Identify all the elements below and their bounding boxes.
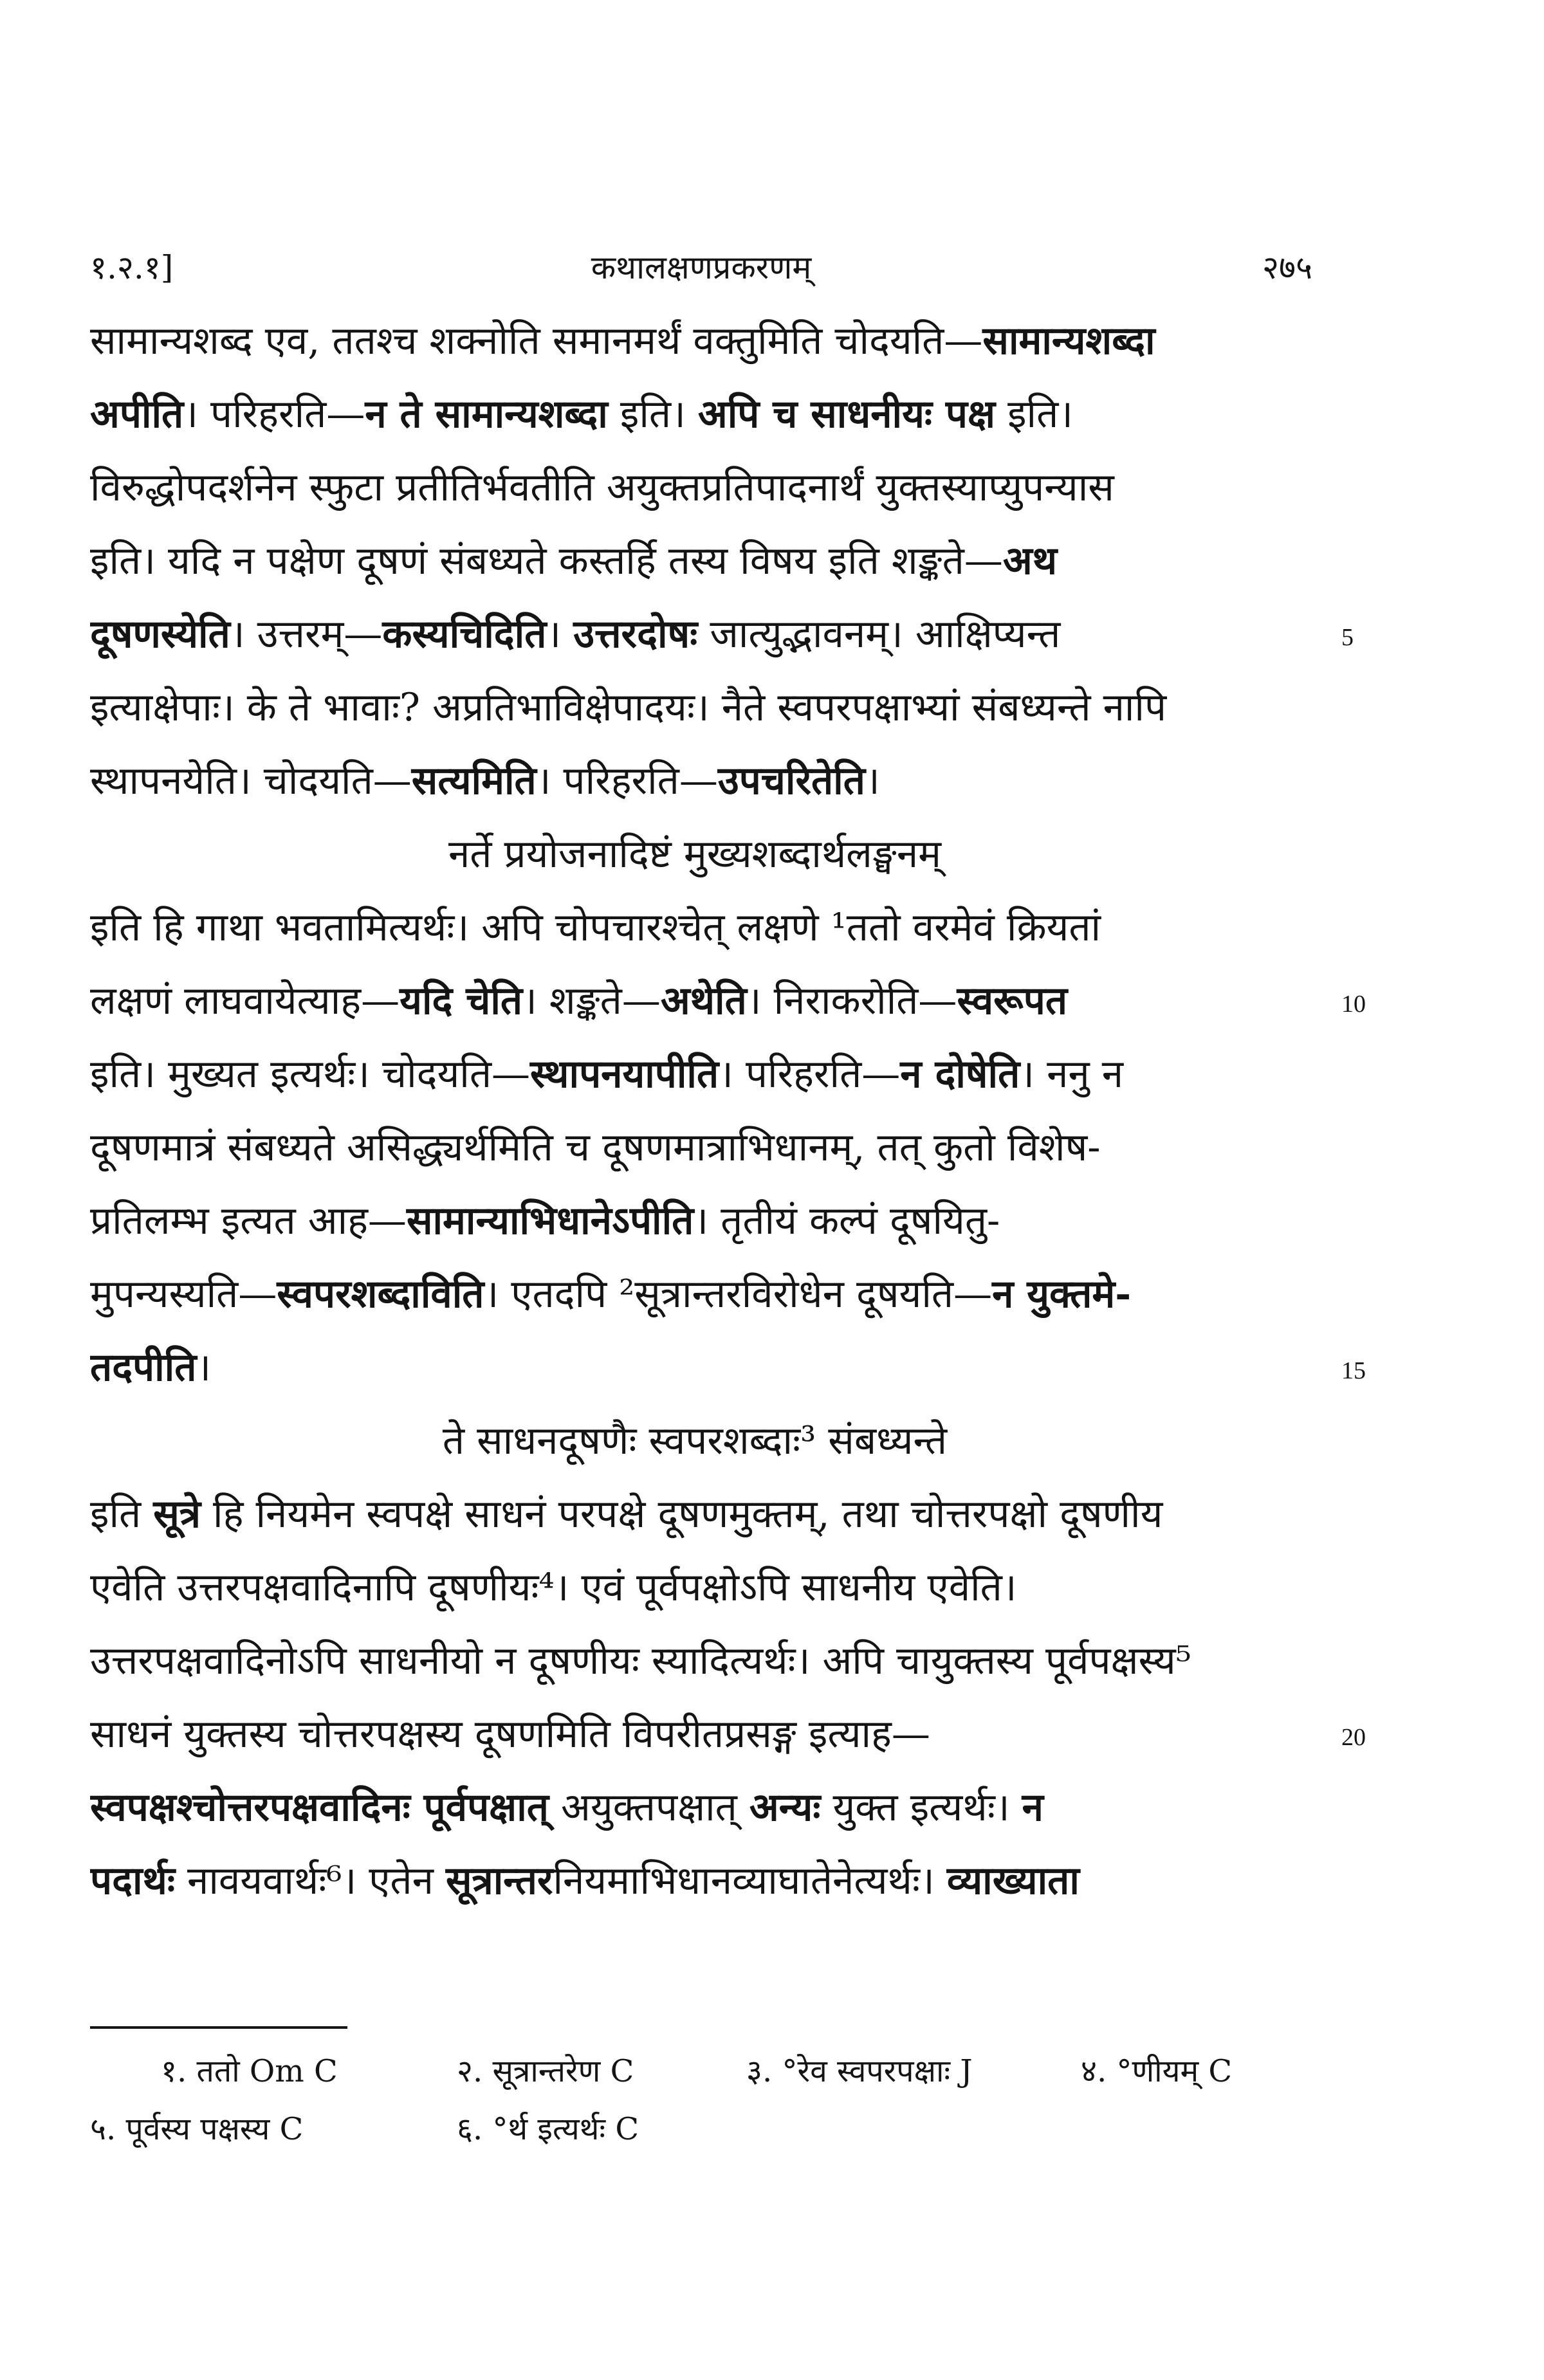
text-line	[90, 672, 1300, 743]
bold-lemma: दूषणस्येति	[90, 612, 230, 657]
text-run: जात्युद्भावनम्। आक्षिप्यन्त	[697, 612, 1061, 657]
footnote-4: ४. °णीयम् C	[1081, 2053, 1233, 2089]
bold-lemma: स्थापनयापीति	[530, 1052, 719, 1097]
text-run: हि नियमेन स्वपक्षे साधनं परपक्षे दूषणमुक्तम्, तथा चोत्तरपक्षो दूषणीय	[200, 1492, 1163, 1537]
text-run: प्रतिलम्भ इत्यत आह—	[90, 1198, 407, 1243]
bold-lemma: स्वपक्षश्चोत्तरपक्षवादिनः पूर्वपक्षात्	[90, 1785, 549, 1830]
bold-lemma: सत्यमिति	[411, 758, 537, 803]
bold-lemma: सूत्रे	[153, 1492, 201, 1537]
bold-lemma: सामान्यशब्दा	[982, 318, 1155, 363]
text-run: । उत्तरम्—	[230, 612, 383, 657]
bold-lemma: अन्यः	[749, 1785, 821, 1830]
text-run: इति	[90, 1492, 154, 1537]
line-number: 10	[1341, 991, 1366, 1018]
bold-lemma: न	[1022, 1785, 1043, 1830]
text-run: सूत्रान्तरविरोधेन दूषयति—	[634, 1272, 993, 1317]
text-line	[90, 1625, 1300, 1696]
text-line	[90, 892, 1300, 963]
line-number: 5	[1341, 624, 1354, 651]
bold-lemma: न दोषेति	[900, 1052, 1020, 1097]
bold-lemma: न युक्तमे-	[992, 1272, 1132, 1317]
text-run: इति।	[607, 392, 698, 437]
text-line	[90, 306, 1300, 376]
text-run: । परिहरति—	[536, 758, 718, 803]
footnote-row	[90, 2046, 1312, 2097]
text-run: युक्त इत्यर्थः।	[820, 1785, 1022, 1830]
text-run: । एतदपि ²	[484, 1272, 635, 1317]
text-run: इति। मुख्यत इत्यर्थः। चोदयति—	[90, 1052, 531, 1097]
text-run: नावयवार्थः⁶। एतेन	[174, 1858, 446, 1903]
section-reference: १.२.१]	[90, 249, 174, 286]
bold-lemma: अपि च साधनीयः पक्ष	[697, 392, 995, 437]
footnote-6: ६. °र्थ इत्यर्थः C	[457, 2111, 639, 2147]
text-line	[90, 1332, 1300, 1403]
text-line	[90, 966, 1300, 1036]
text-run: स्थापनयेति। चोदयति—	[90, 758, 412, 803]
text-run: सामान्यशब्द एव, ततश्च शक्नोति समानमर्थं वक्तुमिति चोदयति—	[90, 318, 983, 363]
text-run: ।	[865, 758, 880, 803]
footnote-separator	[90, 2026, 347, 2029]
footnote-3: ३. °रेव स्वपरपक्षाः J	[746, 2053, 973, 2089]
bold-lemma: उपचरितेति	[717, 758, 865, 803]
text-run: एवेति उत्तरपक्षवादिनापि दूषणीयः⁴। एवं पूर्वपक्षोऽपि साधनीय एवेति।	[90, 1565, 1017, 1610]
chapter-title: कथालक्षणप्रकरणम्	[591, 249, 812, 286]
footnote-1: १. ततो Om C	[161, 2053, 338, 2089]
text-line	[90, 379, 1300, 450]
text-run: साधनं युक्तस्य चोत्तरपक्षस्य दूषणमिति विपरीतप्रसङ्ग इत्याह—	[90, 1712, 930, 1757]
bold-lemma: यदि चेति	[400, 978, 523, 1023]
text-line	[90, 1479, 1300, 1550]
text-run: दूषणमात्रं संबध्यते असिद्ध्यर्थमिति च दूषणमात्राभिधानम्, तत् कुतो विशेष-	[90, 1125, 1101, 1170]
text-run: नियमाभिधानव्याघातेनेत्यर्थः।	[553, 1858, 947, 1903]
text-line	[90, 1112, 1300, 1183]
footnote-5: ५. पूर्वस्य पक्षस्य C	[90, 2111, 304, 2147]
text-line	[90, 1552, 1300, 1623]
text-run: इति। यदि न पक्षेण दूषणं संबध्यते कस्तर्हि तस्य विषय इति शङ्कते—	[90, 538, 1003, 583]
bold-lemma: कस्यचिदिति	[382, 612, 547, 657]
text-run: इति।	[995, 392, 1074, 437]
text-run: इति हि गाथा भवतामित्यर्थः। अपि चोपचारश्चेत् लक्षणे ¹ततो वरमेवं क्रियतां	[90, 905, 1101, 950]
bold-lemma: अपीति	[90, 392, 184, 437]
bold-lemma: स्वरूपत	[957, 978, 1068, 1023]
text-run: । परिहरति—	[719, 1052, 901, 1097]
text-line	[90, 526, 1300, 596]
line-number: 20	[1341, 1724, 1366, 1751]
text-run: उत्तरपक्षवादिनोऽपि साधनीयो न दूषणीयः स्यादित्यर्थः। अपि चायुक्तस्य पूर्वपक्षस्य⁵	[90, 1638, 1191, 1683]
page-number: २७५	[1262, 249, 1312, 286]
text-line	[90, 1185, 1300, 1256]
verse-line	[90, 1405, 1300, 1476]
text-run: विरुद्धोपदर्शनेन स्फुटा प्रतीतिर्भवतीति अयुक्तप्रतिपादनार्थं युक्तस्याप्युपन्यास	[90, 465, 1114, 510]
text-run: लक्षणं लाघवायेत्याह—	[90, 978, 400, 1023]
bold-lemma: तदपीति	[90, 1345, 197, 1390]
text-run: । ननु न	[1020, 1052, 1124, 1097]
text-line	[90, 1772, 1300, 1843]
line-number: 15	[1341, 1357, 1366, 1384]
text-run: । परिहरति—	[183, 392, 365, 437]
text-line	[90, 746, 1300, 816]
text-run: नर्ते प्रयोजनादिष्टं मुख्यशब्दार्थलङ्घनम्	[448, 832, 942, 877]
text-line	[90, 1845, 1300, 1916]
bold-lemma: उत्तरदोषः	[573, 612, 698, 657]
footnote-2: २. सूत्रान्तरेण C	[457, 2053, 634, 2089]
bold-lemma: स्वपरशब्दाविति	[277, 1272, 484, 1317]
text-run: ।	[546, 612, 574, 657]
text-run: । निराकरोति—	[746, 978, 957, 1023]
text-line	[90, 599, 1300, 670]
bold-lemma: सूत्रान्तर	[446, 1858, 553, 1903]
text-line	[90, 1699, 1300, 1770]
text-line	[90, 1259, 1300, 1330]
text-run: मुपन्यस्यति—	[90, 1272, 277, 1317]
text-line	[90, 452, 1300, 523]
running-header	[90, 244, 1312, 296]
footnote-row	[90, 2103, 1312, 2155]
verse-line	[90, 819, 1300, 890]
bold-lemma: पदार्थः	[90, 1858, 175, 1903]
bold-lemma: व्याख्याता	[946, 1858, 1080, 1903]
text-line	[90, 1039, 1300, 1110]
text-run: ।	[196, 1345, 212, 1390]
bold-lemma: न ते सामान्यशब्दा	[365, 392, 608, 437]
bold-lemma: अथेति	[660, 978, 747, 1023]
text-run: । तृतीयं कल्पं दूषयितु-	[694, 1198, 1000, 1243]
text-run: । शङ्कते—	[522, 978, 661, 1023]
text-run: अयुक्तपक्षात्	[548, 1785, 749, 1830]
bold-lemma: सामान्याभिधानेऽपीति	[406, 1198, 694, 1243]
text-run: ते साधनदूषणैः स्वपरशब्दाः³ संबध्यन्ते	[442, 1418, 948, 1463]
text-run: इत्याक्षेपाः। के ते भावाः? अप्रतिभाविक्षेपादयः। नैते स्वपरपक्षाभ्यां संबध्यन्ते नापि	[90, 685, 1167, 730]
bold-lemma: अथ	[1002, 538, 1058, 583]
